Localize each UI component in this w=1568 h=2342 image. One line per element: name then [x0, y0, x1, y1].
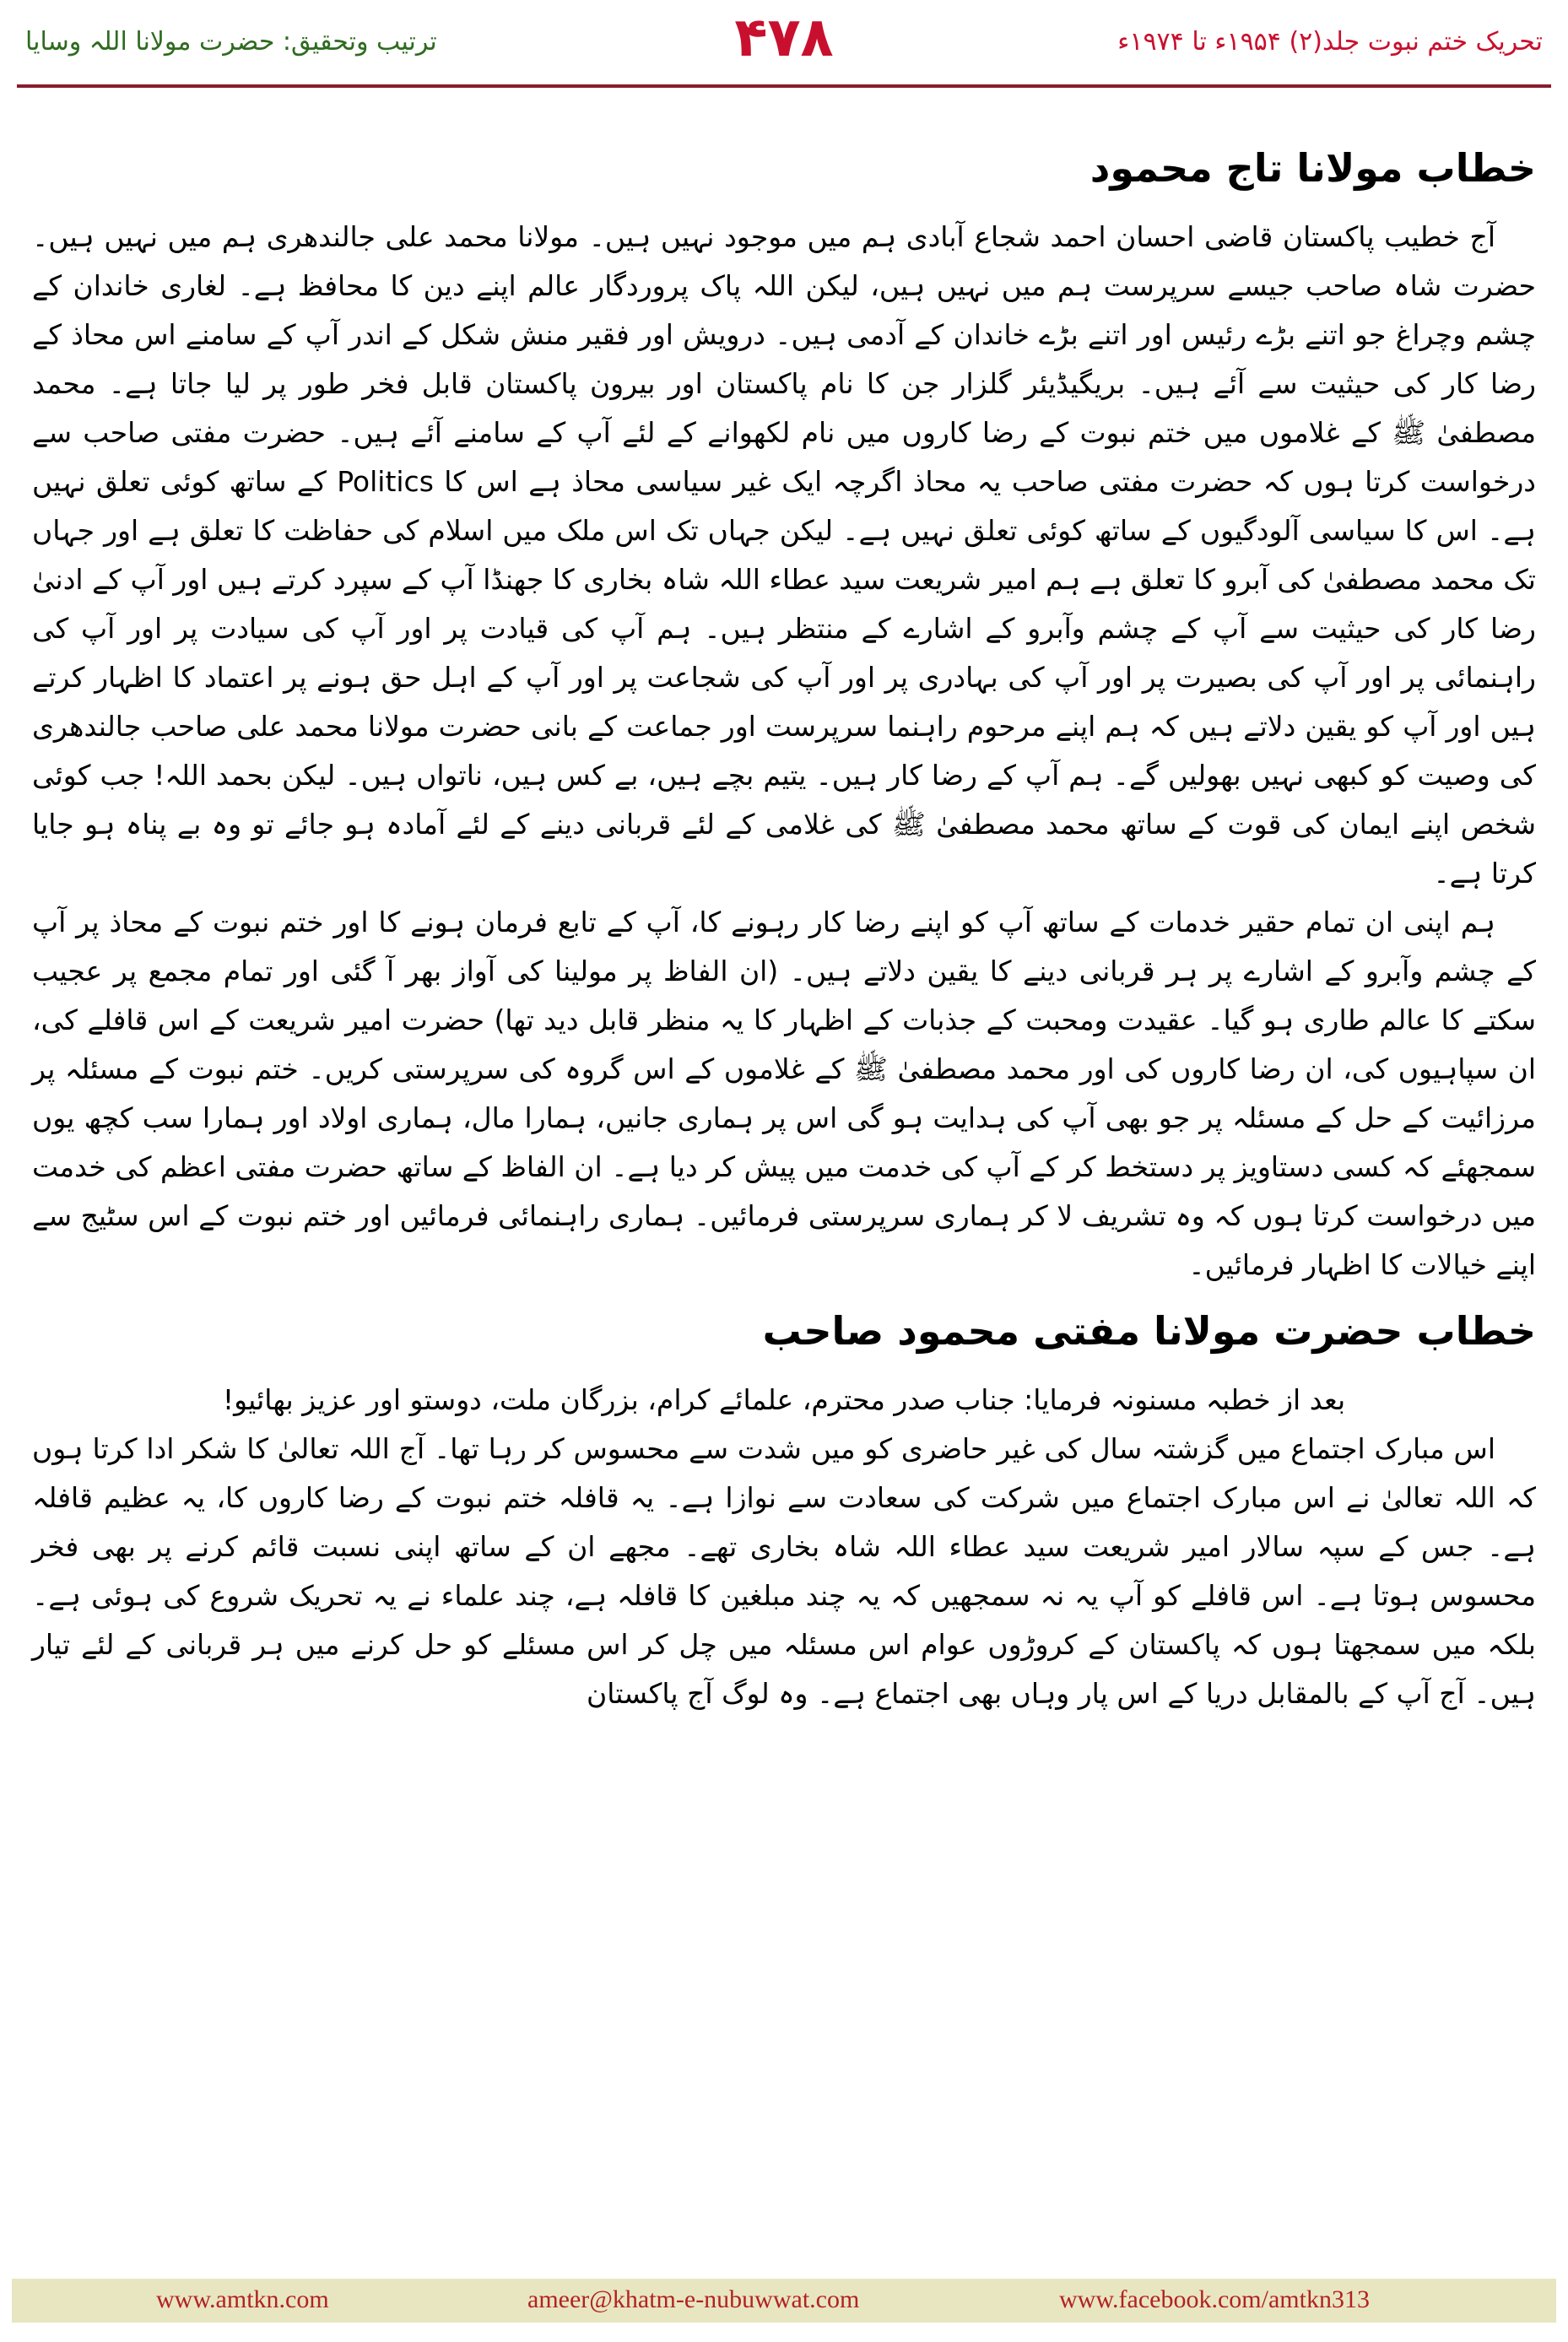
section-heading-1: خطاب مولانا تاج محمود [1089, 145, 1536, 191]
page-number: ۴۷۸ [734, 7, 834, 69]
page-body [32, 127, 1536, 2220]
book-title: تحریک ختم نبوت جلد(۲) ۱۹۵۴ء تا ۱۹۷۴ء [1117, 27, 1543, 57]
salutation-line: بعد از خطبہ مسنونہ فرمایا: جناب صدر محترم، علمائے کرام، بزرگان ملت، دوستو اور عزیز بھائیو! [222, 1383, 1346, 1416]
compiler-credit: ترتیب وتحقیق: حضرت مولانا اللہ وسایا [25, 27, 437, 57]
paragraph: اس مبارک اجتماع میں گزشتہ سال کی غیر حاضری کو میں شدت سے محسوس کر رہا تھا۔ آج اللہ تعالیٰ کا شکر ادا کرتا ہوں کہ اللہ تعالیٰ نے اس مبارک اجتماع میں شرکت کی سعادت سے نوازا ہے۔ یہ قافلہ ختم نبوت کے رضا کاروں کا، یہ عظیم قافلہ ہے۔ جس کے سپہ سالار امیر شریعت سید عطاء اللہ شاہ بخاری تھے۔ مجھے ان کے ساتھ اپنی نسبت قائم کرنے پر بھی فخر محسوس ہوتا ہے۔ اس قافلے کو آپ یہ نہ سمجھیں کہ یہ چند مبلغین کا قافلہ ہے، چند علماء نے یہ تحریک شروع کی ہوئی ہے۔ بلکہ میں سمجھتا ہوں کہ پاکستان کے کروڑوں عوام اس مسئلہ میں چل کر اس مسئلے کو حل کرنے میں ہر قربانی کے لئے تیار ہیں۔ آج آپ کے بالمقابل دریا کے اس پار وہاں بھی اجتماع ہے۔ وہ لوگ آج پاکستان [32, 1432, 1536, 1710]
paragraph: آج خطیب پاکستان قاضی احسان احمد شجاع آبادی ہم میں موجود نہیں ہیں۔ مولانا محمد علی جالندھری ہم میں نہیں ہیں۔ حضرت شاہ صاحب جیسے سرپرست ہم میں نہیں ہیں، لیکن اللہ پاک پروردگار عالم اپنے دین کا محافظ ہے۔ لغاری خاندان کے چشم وچراغ جو اتنے بڑے رئیس اور اتنے بڑے خاندان کے آدمی ہیں۔ درویش اور فقیر منش شکل کے اندر آپ کے سامنے اس محاذ کے رضا کار کی حیثیت سے آئے ہیں۔ بریگیڈیئر گلزار جن کا نام پاکستان اور بیرون پاکستان قابل فخر طور پر لیا جاتا ہے۔ محمد مصطفیٰ ﷺ کے غلاموں میں ختم نبوت کے رضا کاروں میں نام لکھوانے کے لئے آپ کے سامنے آئے ہیں۔ حضرت مفتی صاحب سے درخواست کرتا ہوں کہ حضرت مفتی صاحب یہ محاذ اگرچہ ایک غیر سیاسی محاذ ہے اس کا Politics کے ساتھ کوئی تعلق نہیں ہے۔ اس کا سیاسی آلودگیوں کے ساتھ کوئی تعلق نہیں ہے۔ لیکن جہاں تک اس ملک میں اسلام کی حفاظت کا تعلق ہے اور جہاں تک محمد مصطفیٰ کی آبرو کا تعلق ہے ہم امیر شریعت سید عطاء اللہ شاہ بخاری کا جھنڈا آپ کے سپرد کرتے ہیں اور آپ کے ادنیٰ رضا کار کی حیثیت سے آپ کے چشم وآبرو کے اشارے کے منتظر ہیں۔ ہم آپ کی قیادت پر اور آپ کی سیادت پر اور آپ کی راہنمائی پر اور آپ کی بصیرت پر اور آپ کی بہادری پر اور آپ کی شجاعت پر اور آپ کے اہل حق ہونے پر اعتماد کا اظہار کرتے ہیں اور آپ کو یقین دلاتے ہیں کہ ہم اپنے مرحوم راہنما سرپرست اور جماعت کے بانی حضرت مولانا محمد علی صاحب جالندھری کی وصیت کو کبھی نہیں بھولیں گے۔ ہم آپ کے رضا کار ہیں۔ یتیم بچے ہیں، بے کس ہیں، ناتواں ہیں۔ لیکن بحمد اللہ! جب کوئی شخص اپنے ایمان کی قوت کے ساتھ محمد مصطفیٰ ﷺ کی غلامی کے لئے قربانی دینے کے لئے آمادہ ہو جائے تو وہ بے پناہ ہو جایا کرتا ہے۔ [32, 220, 1536, 890]
section-heading-2: خطاب حضرت مولانا مفتی محمود صاحب [762, 1308, 1536, 1354]
email-link[interactable]: ameer@khatm-e-nubuwwat.com [527, 2285, 860, 2313]
paragraph: ہم اپنی ان تمام حقیر خدمات کے ساتھ آپ کو اپنے رضا کار رہونے کا، آپ کے تابع فرمان ہونے کا اور ختم نبوت کے محاذ پر آپ کے چشم وآبرو کے اشارے پر ہر قربانی دینے کا یقین دلاتے ہیں۔ (ان الفاظ پر مولینا کی آواز بھر آ گئی اور تمام مجمع پر عجیب سکتے کا عالم طاری ہو گیا۔ عقیدت ومحبت کے جذبات کے اظہار کا یہ منظر قابل دید تھا) حضرت امیر شریعت کے اس قافلے کی، ان سپاہیوں کی، ان رضا کاروں کی اور محمد مصطفیٰ ﷺ کے غلاموں کے اس گروہ کی سرپرستی کریں۔ ختم نبوت کے مسئلہ پر مرزائیت کے حل کے مسئلہ پر جو بھی آپ کی ہدایت ہو گی اس پر ہماری جانیں، ہمارا مال، ہماری اولاد اور ہمارا سب کچھ یوں سمجھئے کہ کسی دستاویز پر دستخط کر کے آپ کی خدمت میں پیش کر دیا ہے۔ ان الفاظ کے ساتھ حضرت مفتی اعظم کی خدمت میں درخواست کرتا ہوں کہ وہ تشریف لا کر ہماری سرپرستی فرمائیں۔ ہماری راہنمائی فرمائیں اور ختم نبوت کے اس سٹیج سے اپنے خیالات کا اظہار فرمائیں۔ [32, 906, 1536, 1281]
page-header [0, 0, 1568, 101]
website-link[interactable]: www.amtkn.com [156, 2285, 329, 2313]
header-divider [17, 84, 1551, 88]
page-footer [0, 2279, 1568, 2342]
facebook-link[interactable]: www.facebook.com/amtkn313 [1059, 2285, 1370, 2313]
